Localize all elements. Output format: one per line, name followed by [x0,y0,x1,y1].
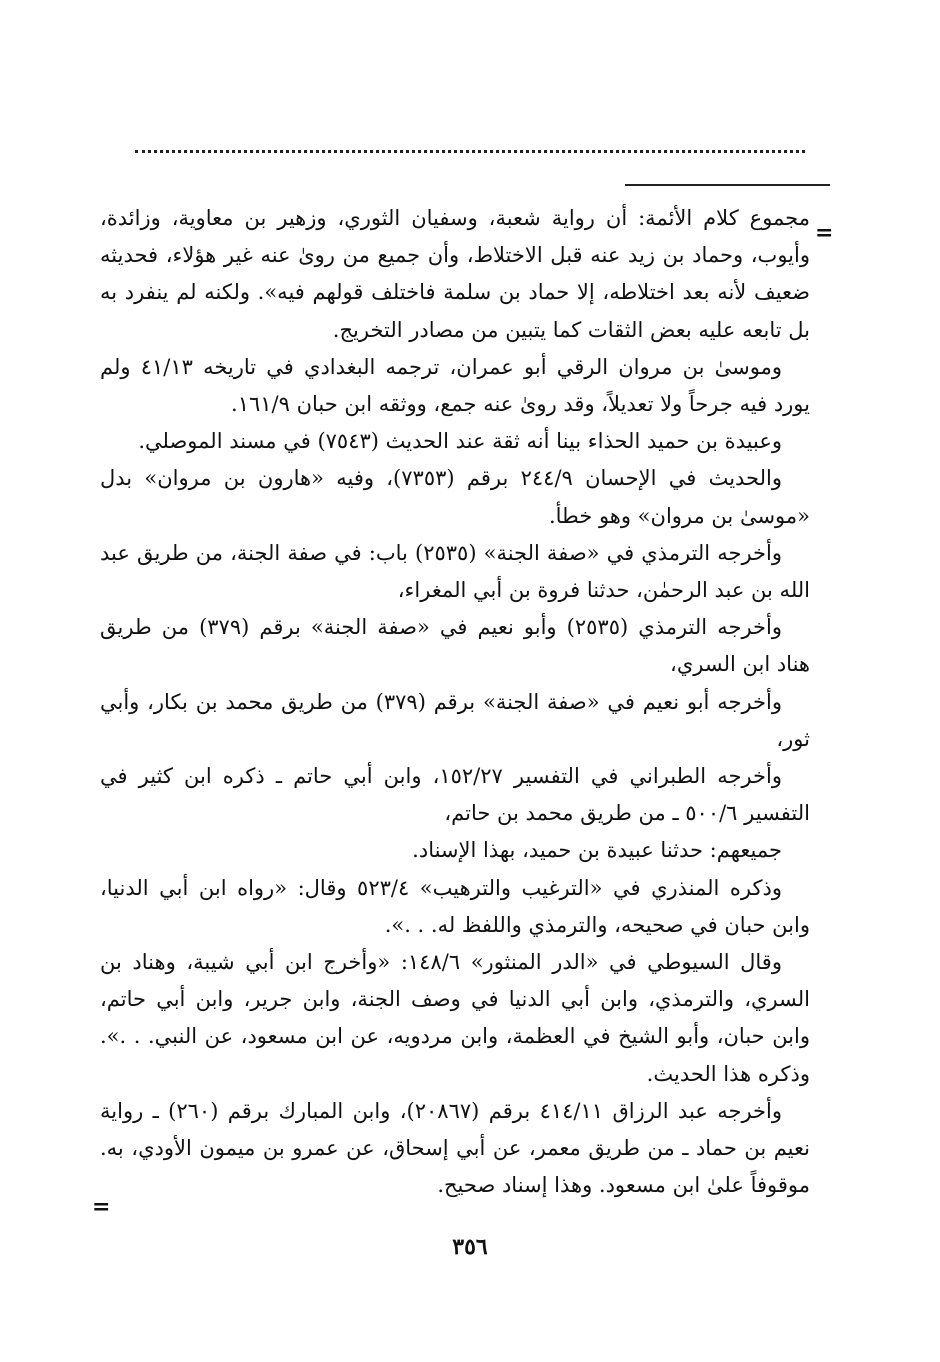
paragraph: وأخرجه أبو نعيم في «صفة الجنة» برقم (٣٧٩) من طريق محمد بن بكار، وأبي ثور، [100,689,810,751]
continuation-mark-bottom: = [92,1194,111,1220]
footnote-rule [625,184,830,186]
paragraph: وأخرجه الطبراني في التفسير ١٥٢/٢٧، وابن أبي حاتم ـ ذكره ابن كثير في التفسير ٥٠٠/٦ ـ من طريق محمد بن حاتم، [100,764,810,826]
footnote-text [100,200,810,1204]
page-number: ٣٥٦ [452,1234,488,1260]
paragraph: وعبيدة بن حميد الحذاء بينا أنه ثقة عند الحديث (٧٥٤٣) في مسند الموصلي. [138,429,782,454]
paragraph: وموسىٰ بن مروان الرقي أبو عمران، ترجمه البغدادي في تاريخه ٤١/١٣ ولم يورد فيه جرحاً ولا تعديلاً، وقد روىٰ عنه جمع، ووثقه ابن حبان ١٦١/٩. [100,354,810,417]
dotted-separator [135,150,805,159]
paragraph: وقال السيوطي في «الدر المنثور» ١٤٨/٦: «وأخرج ابن أبي شيبة، وهناد بن السري، والترمذي، وابن أبي الدنيا في وصف الجنة، وابن جرير، وابن أبي حاتم، وابن حبان، وأبو الشيخ في العظمة، وابن مردويه، عن ابن مسعود، عن النبي. . .». وذكره هذا الحديث. [100,950,810,1086]
paragraph: جميعهم: حدثنا عبيدة بن حميد، بهذا الإسناد. [412,838,782,863]
continuation-mark-top: = [815,220,834,246]
paragraph: وأخرجه الترمذي (٢٥٣٥) وأبو نعيم في «صفة الجنة» برقم (٣٧٩) من طريق هناد ابن السري، [100,615,810,677]
paragraph: والحديث في الإحسان ٢٤٤/٩ برقم (٧٣٥٣)، وفيه «هارون بن مروان» بدل «موسىٰ بن مروان» وهو خطأ. [100,466,810,528]
paragraph: وأخرجه عبد الرزاق ٤١٤/١١ برقم (٢٠٨٦٧)، وابن المبارك برقم (٢٦٠) ـ رواية نعيم بن حماد ـ من طريق معمر، عن أبي إسحاق، عن عمرو بن ميمون الأودي، به. موقوفاً علىٰ ابن مسعود. وهذا إسناد صحيح. [100,1098,810,1198]
paragraph: وذكره المنذري في «الترغيب والترهيب» ٥٢٣/٤ وقال: «رواه ابن أبي الدنيا، وابن حبان في صحيحه، والترمذي واللفظ له. . .». [100,875,810,937]
paragraph: مجموع كلام الأئمة: أن رواية شعبة، وسفيان الثوري، وزهير بن معاوية، وزائدة، وأيوب، وحماد بن زيد عنه قبل الاختلاط، وأن جميع من روىٰ عنه غير هؤلاء، فحديثه ضعيف لأنه بعد اختلاطه، إلا حماد بن سلمة فاختلف قولهم فيه». ولكنه لم ينفرد به بل تابعه عليه بعض الثقات كما يتبين من مصادر التخريج. [100,206,810,342]
paragraph: وأخرجه الترمذي في «صفة الجنة» (٢٥٣٥) باب: في صفة الجنة، من طريق عبد الله بن عبد الرحمٰن، حدثنا فروة بن أبي المغراء، [100,540,810,603]
